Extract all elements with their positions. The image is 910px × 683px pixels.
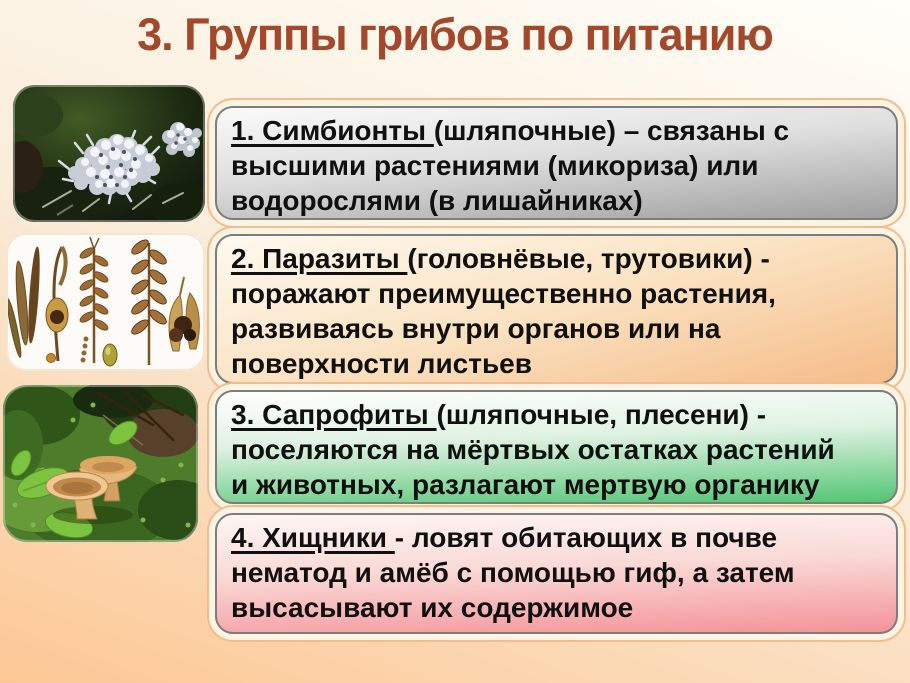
- block-parasites: [215, 234, 898, 384]
- block-line: водорослями (в лишайниках): [231, 185, 643, 216]
- block-line: развиваясь внутри органов или на: [231, 313, 721, 344]
- forest-mushrooms-photo: [3, 385, 198, 542]
- block-line: поселяются на мёртвых остатках растений: [231, 434, 835, 465]
- block-line: поражают преимущественно растения,: [231, 278, 776, 309]
- block-predators: [215, 513, 898, 634]
- block-line: 2. Паразиты (головнёвые, трутовики) -: [231, 243, 770, 274]
- block-line: высшими растениями (микориза) или: [231, 150, 759, 181]
- block-line: поверхности листьев: [231, 348, 532, 379]
- block-line: высасывают их содержимое: [231, 592, 634, 623]
- block-line: и животных, разлагают мертвую органику: [231, 469, 820, 500]
- block-line: 1. Симбионты (шляпочные) – связаны с: [231, 115, 790, 146]
- block-line: 4. Хищники - ловят обитающих в почве: [231, 522, 778, 553]
- block-lead: 2. Паразиты: [231, 243, 408, 274]
- slide-title: 3. Группы грибов по питанию: [137, 9, 773, 60]
- block-saprophytes: [215, 390, 898, 504]
- block-lead: 4. Хищники: [231, 522, 395, 553]
- block-line: 3. Сапрофиты (шляпочные, плесени) -: [231, 399, 767, 430]
- block-line: нематод и амёб с помощью гиф, а затем: [231, 557, 795, 588]
- block-lead: 1. Симбионты: [231, 115, 434, 146]
- lichen-photo: [13, 85, 205, 222]
- block-lead: 3. Сапрофиты: [231, 399, 437, 430]
- block-symbionts: [215, 106, 898, 220]
- wheat-smut-illustration: [6, 233, 205, 371]
